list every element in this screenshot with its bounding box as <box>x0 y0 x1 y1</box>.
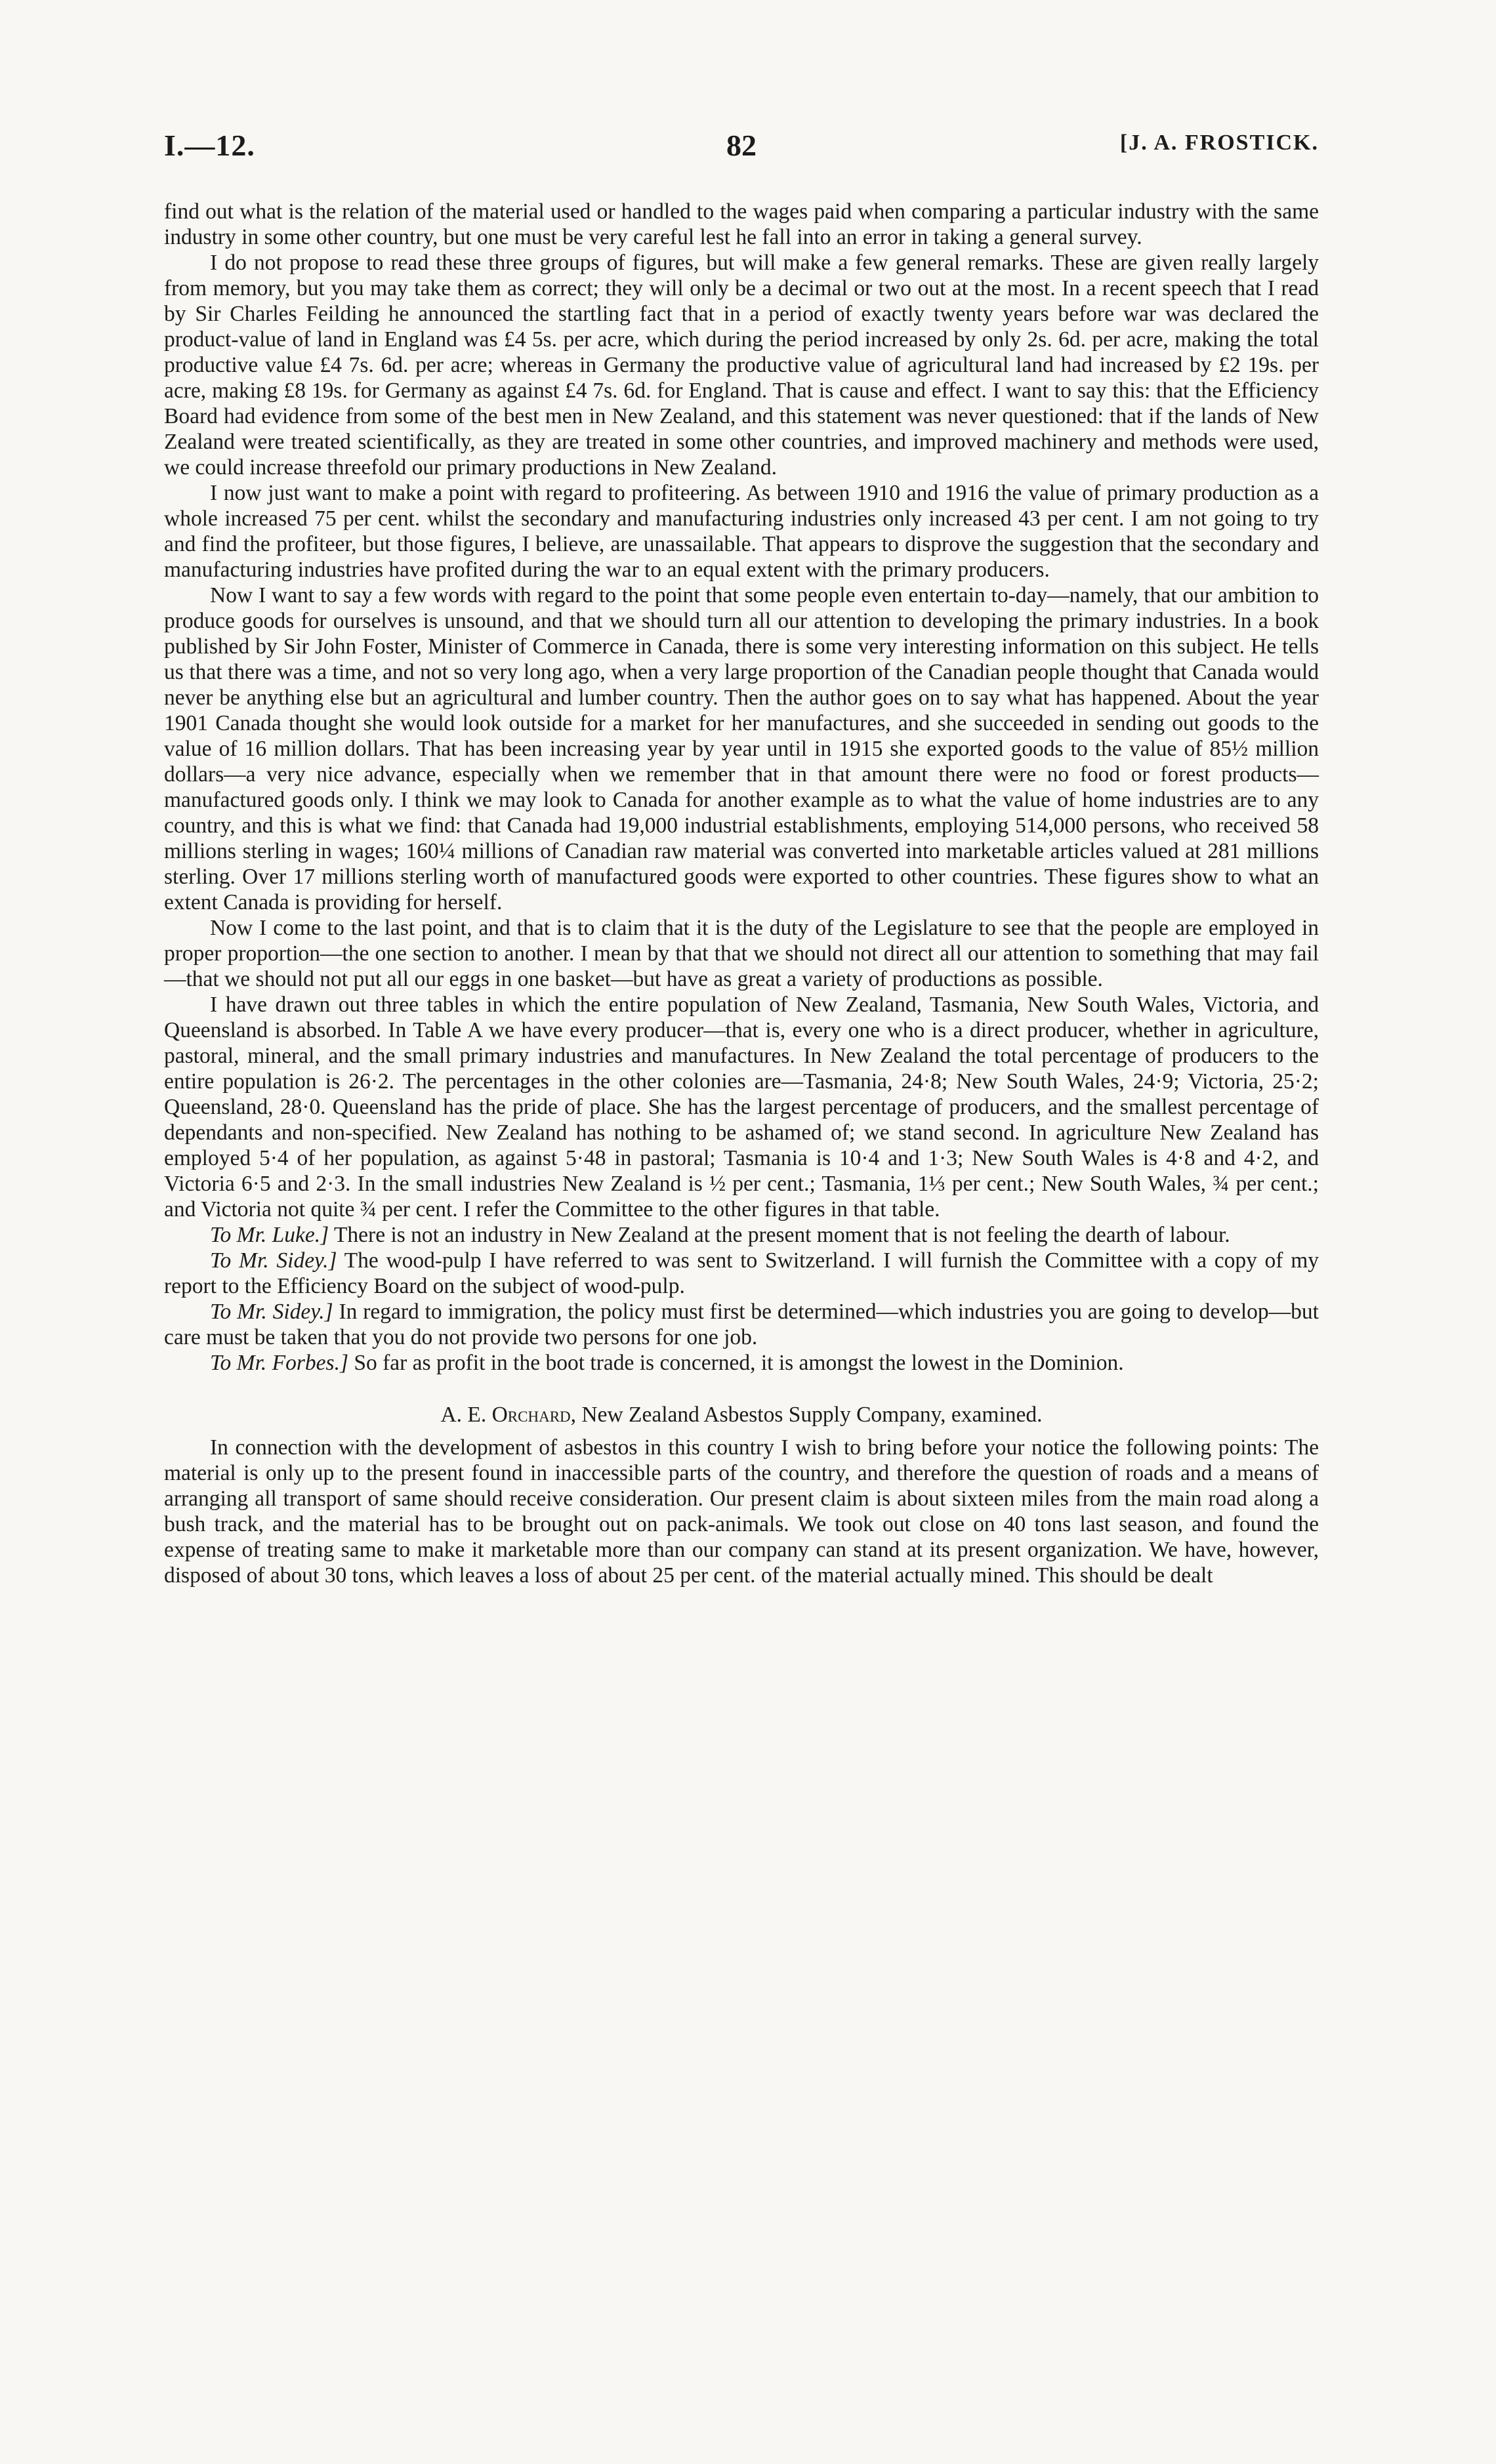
paragraph: Now I come to the last point, and that is to claim that it is the duty of the Legislature to see that the people are employed in proper proportion—the one section to another. I mean by that that we should not direct all our attention to something that may fail—that we should not put all our eggs in one basket—but have as great a variety of productions as possible. <box>164 916 1319 991</box>
addressee: To Mr. Luke.] <box>210 1223 329 1247</box>
document-reference: I.—12. <box>164 129 255 162</box>
response-paragraph <box>164 1299 1319 1350</box>
response-text: The wood-pulp I have referred to was sent to Switzerland. I will furnish the Committee with a copy of my report to the Efficiency Board on the subject of wood-pulp. <box>164 1248 1319 1298</box>
paragraph: I now just want to make a point with regard to profiteering. As between 1910 and 1916 the value of primary production as a whole increased 75 per cent. whilst the secondary and manufacturing industries only increased 43 per cent. I am not going to try and find the profiteer, but those figures, I believe, are unassailable. That appears to disprove the suggestion that the secondary and manufacturing industries have profited during the war to an equal extent with the primary producers. <box>164 481 1319 582</box>
page-header <box>164 128 1319 180</box>
response-paragraph <box>164 1350 1319 1376</box>
addressee: To Mr. Sidey.] <box>210 1300 333 1324</box>
response-text: So far as profit in the boot trade is concerned, it is amongst the lowest in the Dominion. <box>348 1351 1124 1375</box>
heading-rest: , New Zealand Asbestos Supply Company, examined. <box>570 1403 1043 1427</box>
addressee: To Mr. Sidey.] <box>210 1248 337 1273</box>
response-paragraph <box>164 1248 1319 1299</box>
document-page <box>164 128 1319 1588</box>
paragraph: In connection with the development of asbestos in this country I wish to bring before your notice the following points: The material is only up to the present found in inaccessible parts of the country, and therefore the question of roads and a means of arranging all transport of same should receive consideration. Our present claim is about sixteen miles from the main road along a bush track, and the material has to be brought out on pack-animals. We took out close on 40 tons last season, and found the expense of treating same to make it marketable more than our company can stand at its present organization. We have, however, disposed of about 30 tons, which leaves a loss of about 25 per cent. of the material actually mined. This should be dealt <box>164 1435 1319 1588</box>
witness-name: [J. A. FROSTICK. <box>1119 131 1319 155</box>
paragraph: find out what is the relation of the material used or handled to the wages paid when comparing a particular industry with the same industry in some other country, but one must be very careful lest he fall into an error in taking a general survey. <box>164 199 1319 249</box>
addressee: To Mr. Forbes.] <box>210 1351 348 1375</box>
paragraph: Now I want to say a few words with regard to the point that some people even entertain to-day—namely, that our ambition to produce goods for ourselves is unsound, and that we should turn all our attention to developing the primary industries. In a book published by Sir John Foster, Minister of Commerce in Canada, there is some very interesting information on this subject. He tells us that there was a time, and not so very long ago, when a very large proportion of the Canadian people thought that Canada would never be anything else but an agricultural and lumber country. Then the author goes on to say what has happened. About the year 1901 Canada thought she would look outside for a market for her manufactures, and she succeeded in sending out goods to the value of 16 million dollars. That has been increasing year by year until in 1915 she exported goods to the value of 85½ million dollars—a very nice advance, especially when we remember that in that amount there were no food or forest products—manufactured goods only. I think we may look to Canada for another example as to what the value of home industries are to any country, and this is what we find: that Canada had 19,000 industrial establishments, employing 514,000 persons, who received 58 millions sterling in wages; 160¼ millions of Canadian raw material was converted into marketable articles valued at 281 millions sterling. Over 17 millions sterling worth of manufactured goods were exported to other countries. These figures show to what an extent Canada is providing for herself. <box>164 583 1319 914</box>
response-text: There is not an industry in New Zealand at the present moment that is not feeling the dearth of labour. <box>329 1223 1230 1247</box>
witness-surname: Orchard <box>491 1403 571 1427</box>
response-paragraph <box>164 1222 1319 1248</box>
response-text: In regard to immigration, the policy must first be determined—which industries you are going to develop—but care must be taken that you do not provide two persons for one job. <box>164 1300 1319 1349</box>
section-heading <box>164 1402 1319 1428</box>
page-number: 82 <box>726 129 757 162</box>
paragraph: I do not propose to read these three groups of figures, but will make a few general remarks. These are given really largely from memory, but you may take them as correct; they will only be a decimal or two out at the most. In a recent speech that I read by Sir Charles Feilding he announced the startling fact that in a period of exactly twenty years before war was declared the product-value of land in England was £4 5s. per acre, which during the period increased by only 2s. 6d. per acre, making the total productive value £4 7s. 6d. per acre; whereas in Germany the productive value of agricultural land had increased by £2 19s. per acre, making £8 19s. for Germany as against £4 7s. 6d. for England. That is cause and effect. I want to say this: that the Efficiency Board had evidence from some of the best men in New Zealand, and this statement was never questioned: that if the lands of New Zealand were treated scientifically, as they are treated in some other countries, and improved machinery and methods were used, we could increase threefold our primary productions in New Zealand. <box>164 251 1319 480</box>
witness-initials: A. E. <box>440 1403 492 1427</box>
paragraph: I have drawn out three tables in which the entire population of New Zealand, Tasmania, New South Wales, Victoria, and Queensland is absorbed. In Table A we have every producer—that is, every one who is a direct producer, whether in agriculture, pastoral, mineral, and the small primary industries and manufactures. In New Zealand the total percentage of producers to the entire population is 26·2. The percentages in the other colonies are—Tasmania, 24·8; New South Wales, 24·9; Victoria, 25·2; Queensland, 28·0. Queensland has the pride of place. She has the largest percentage of producers, and the smallest percentage of dependants and non-specified. New Zealand has nothing to be ashamed of; we stand second. In agriculture New Zealand has employed 5·4 of her population, as against 5·48 in pastoral; Tasmania is 10·4 and 1·3; New South Wales is 4·8 and 4·2, and Victoria 6·5 and 2·3. In the small industries New Zealand is ½ per cent.; Tasmania, 1⅓ per cent.; New South Wales, ¾ per cent.; and Victoria not quite ¾ per cent. I refer the Committee to the other figures in that table. <box>164 993 1319 1222</box>
body-text <box>164 199 1319 1588</box>
